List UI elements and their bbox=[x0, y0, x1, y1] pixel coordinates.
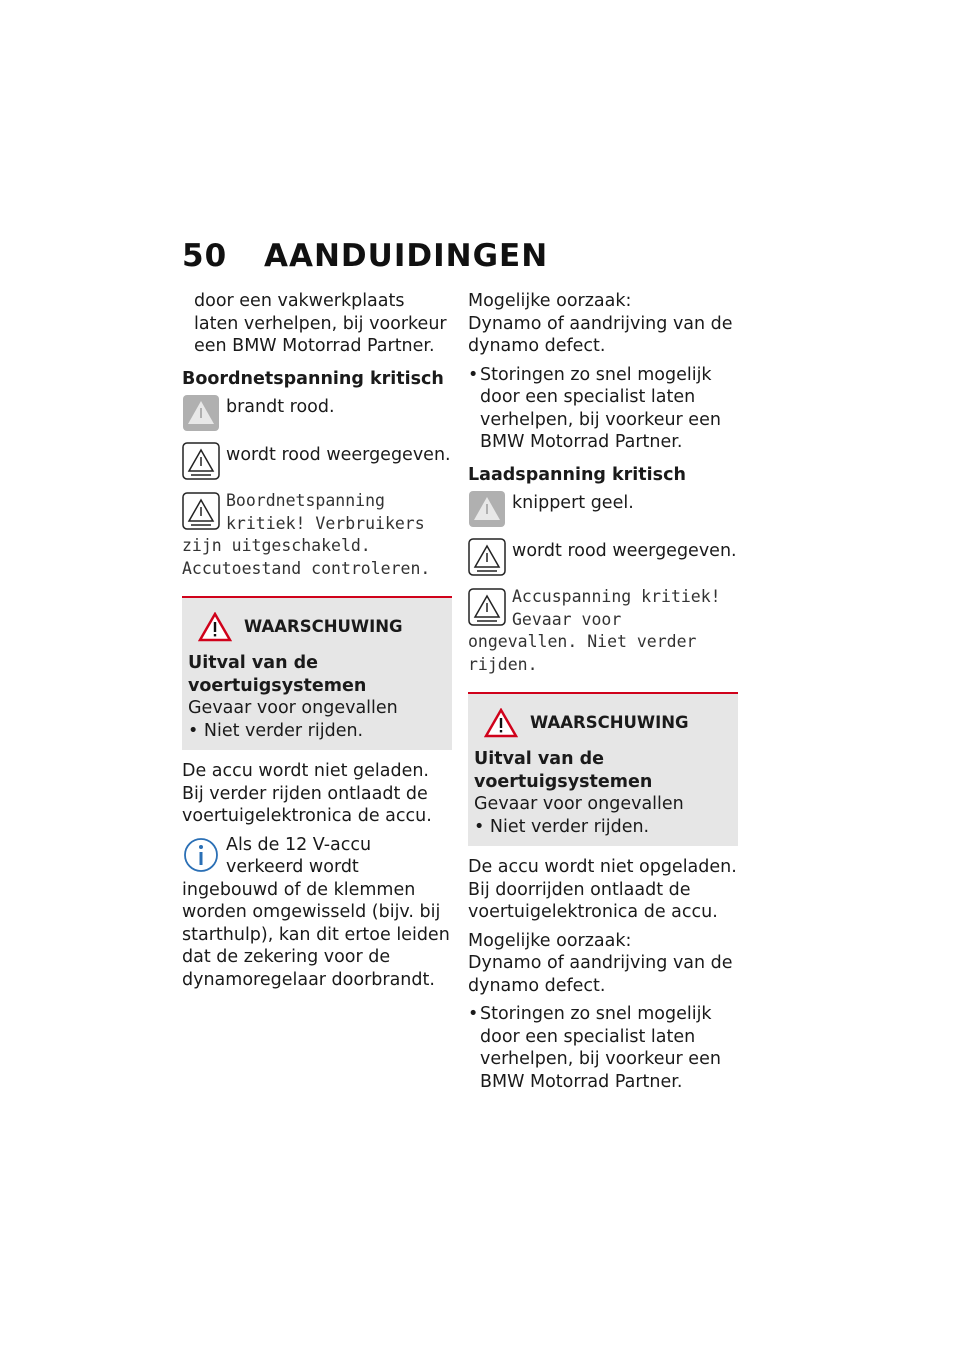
left-column bbox=[182, 290, 452, 991]
cause-label: Mogelijke oorzaak: bbox=[468, 291, 632, 311]
warning-hazard: Gevaar voor ongevallen bbox=[188, 698, 398, 718]
warning-title bbox=[188, 612, 446, 642]
section-title-laadspanning: Laadspanning kritisch bbox=[468, 464, 686, 485]
page-number: 50 bbox=[182, 238, 228, 274]
warning-triangle-lamp-icon bbox=[468, 490, 506, 528]
warning-label: WAARSCHUWING bbox=[244, 616, 403, 636]
page-title: AANDUIDINGEN bbox=[264, 238, 549, 274]
display-message-text: Boordnetspanning kritiek! Verbruikers zijn uitgeschakeld. Accutoestand controleren. bbox=[182, 491, 431, 578]
after-warning-text-2: De accu wordt niet opgeladen. Bij doorrijden ontlaadt de voertuigelektronica de accu. bbox=[468, 857, 737, 922]
warning-action: • Niet verder rijden. bbox=[188, 720, 364, 741]
lamp-row-4 bbox=[468, 538, 738, 576]
lamp-row-1 bbox=[182, 394, 452, 432]
warning-triangle-icon bbox=[484, 708, 518, 738]
warning-triangle-display-icon bbox=[468, 538, 506, 576]
lamp-4-text: wordt rood weergegeven. bbox=[512, 541, 737, 561]
cause-text: Dynamo of aandrijving van de dynamo defect. bbox=[468, 313, 733, 356]
right-column bbox=[468, 290, 738, 1099]
warning-subtitle: Uitval van de voertuigsystemen bbox=[188, 653, 367, 696]
bullet-item: • Storingen zo snel mogelijk door een specialist laten verhelpen, bij voorkeur een BMW Motorrad Partner. bbox=[480, 364, 738, 454]
page-header bbox=[182, 238, 548, 274]
warning-triangle-icon bbox=[198, 612, 232, 642]
warning-label-2: WAARSCHUWING bbox=[530, 712, 689, 732]
warning-action-2: • Niet verder rijden. bbox=[474, 816, 650, 837]
lamp-3-text: knippert geel. bbox=[512, 493, 634, 513]
warning-subtitle-2: Uitval van de voertuigsystemen bbox=[474, 749, 653, 792]
info-icon bbox=[182, 836, 220, 874]
warning-box bbox=[182, 596, 452, 750]
intro-text: door een vakwerkplaats laten verhelpen, bij voorkeur een BMW Motorrad Partner. bbox=[194, 291, 447, 356]
section-title-boordnet: Boordnetspanning kritisch bbox=[182, 368, 444, 389]
warning-triangle-display-icon bbox=[182, 492, 220, 530]
cause-text-2: Dynamo of aandrijving van de dynamo defect. bbox=[468, 953, 733, 996]
lamp-2-text: wordt rood weergegeven. bbox=[226, 445, 451, 465]
display-message-2-text: Accuspanning kritiek! Gevaar voor ongevallen. Niet verder rijden. bbox=[468, 587, 721, 674]
warning-box-2 bbox=[468, 692, 738, 846]
warning-hazard-2: Gevaar voor ongevallen bbox=[474, 794, 684, 814]
info-text: Als de 12 V-accu verkeerd wordt ingebouwd of de klemmen worden omgewisseld (bijv. bij starthulp), kan dit ertoe leiden dat de zekering voor de dynamoregelaar doorbrandt. bbox=[182, 834, 450, 990]
lamp-1-text: brandt rood. bbox=[226, 397, 335, 417]
cause-label-2: Mogelijke oorzaak: bbox=[468, 930, 632, 951]
display-message-2 bbox=[468, 586, 738, 676]
info-note bbox=[182, 834, 452, 992]
lamp-row-2 bbox=[182, 442, 452, 480]
lamp-row-3 bbox=[468, 490, 738, 528]
bullet-item-2: • Storingen zo snel mogelijk door een specialist laten verhelpen, bij voorkeur een BMW Motorrad Partner. bbox=[480, 1003, 738, 1093]
display-message bbox=[182, 490, 452, 580]
warning-triangle-lamp-icon bbox=[182, 394, 220, 432]
warning-title-2 bbox=[474, 708, 732, 738]
warning-triangle-display-icon bbox=[182, 442, 220, 480]
after-warning-text: De accu wordt niet geladen. Bij verder rijden ontlaadt de voertuigelektronica de accu. bbox=[182, 761, 432, 826]
warning-triangle-display-icon bbox=[468, 588, 506, 626]
